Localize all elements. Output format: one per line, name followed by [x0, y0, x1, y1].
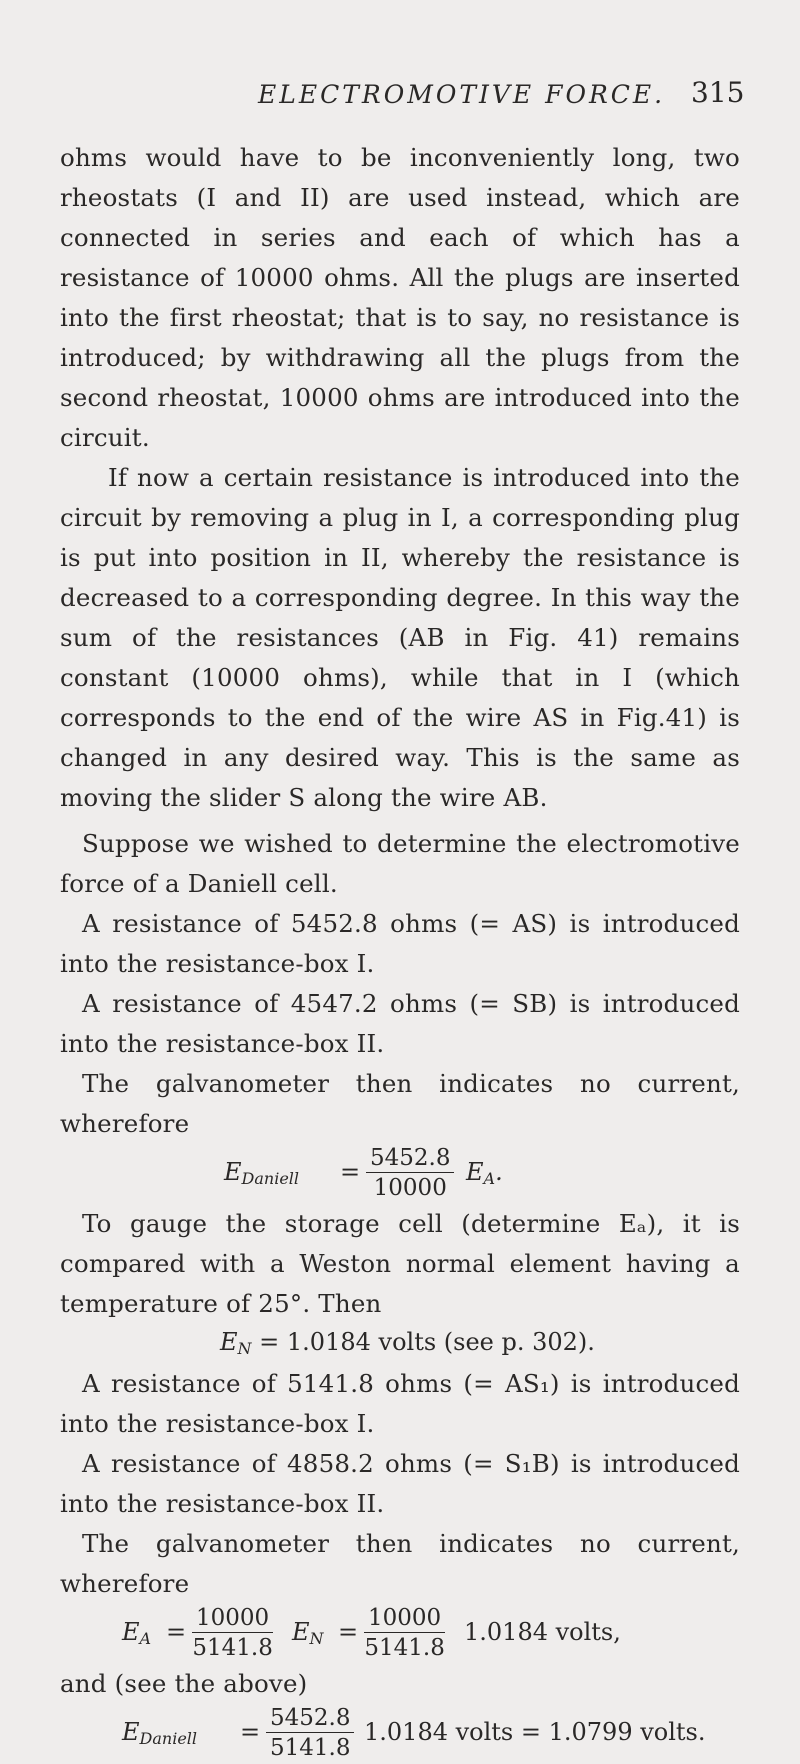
paragraph-3: Suppose we wished to determine the electromotive force of a Daniell cell. — [60, 829, 740, 898]
eq3-fraction-1: $\frac{10000}{5141.8}$ — [192, 1605, 273, 1661]
paragraph-6: The galvanometer then indicates no current, wherefore — [60, 1069, 740, 1138]
eq1-denominator: 10000 — [373, 1175, 447, 1201]
eq1-lhs: $E_{Daniell}$ — [224, 1158, 300, 1188]
eq3-fraction-2: $\frac{10000}{5141.8}$ — [364, 1605, 445, 1661]
paragraph-10: The galvanometer then indicates no current, wherefore — [60, 1529, 740, 1598]
paragraph-8: A resistance of 5141.8 ohms (= AS₁) is introduced into the resistance-box I. — [60, 1369, 740, 1438]
paragraph-7: To gauge the storage cell (determine Eₐ), it is compared with a Weston normal element having a temperature of 25°. Then — [60, 1209, 740, 1318]
paragraph-2: If now a certain resistance is introduced into the circuit by removing a plug in I, a corresponding plug is put into position in II, whereby the resistance is decreased to a corresponding degree. In this way the sum of the resistances (AB in Fig. 41) remains constant (10000 ohms), while that in I (which corresponds to the end of the wire AS in Fig.41) is changed in any desired way. This is the same as moving the slider S along the wire AB. — [60, 463, 740, 812]
running-title: ELECTROMOTIVE FORCE. — [258, 80, 666, 109]
page-number: 315 — [691, 76, 745, 109]
equation-weston: $E_N = 1.0184$ volts (see p. 302). — [220, 1328, 595, 1358]
eq1-rhs: $E_A$. — [466, 1158, 503, 1188]
equation-daniell-ratio — [60, 1144, 740, 1204]
eq4-fraction: $\frac{5452.8}{5141.8}$ — [266, 1704, 354, 1763]
eq1-equals: = — [340, 1158, 361, 1186]
paragraph-11: and (see the above) — [60, 1669, 308, 1698]
page-header — [0, 76, 800, 116]
eq1-numerator: 5452.8 — [366, 1144, 454, 1173]
paragraph-4: A resistance of 5452.8 ohms (= AS) is introduced into the resistance-box I. — [60, 909, 740, 978]
equation-storage-cell: $E_A$ = $\frac{10000}{5141.8}$ $E_N$ = $\frac{10000}{5141.8}$ 1.0184 volts, — [122, 1605, 621, 1661]
equation-daniell-final: $E_{Daniell}$ = $\frac{5452.8}{5141.8}$ 1.0184 volts = 1.0799 volts. — [122, 1705, 706, 1761]
paragraph-5: A resistance of 4547.2 ohms (= SB) is introduced into the resistance-box II. — [60, 989, 740, 1058]
page-body — [60, 138, 740, 1764]
eq1-fraction — [366, 1144, 454, 1203]
paragraph-1: ohms would have to be inconveniently long, two rheostats (I and II) are used instead, which are connected in series and each of which has a resistance of 10000 ohms. All the plugs are inserted into the first rheostat; that is to say, no resistance is introduced; by withdrawing all the plugs from the second rheostat, 10000 ohms are introduced into the circuit. — [60, 143, 740, 452]
paragraph-9: A resistance of 4858.2 ohms (= S₁B) is introduced into the resistance-box II. — [60, 1449, 740, 1518]
